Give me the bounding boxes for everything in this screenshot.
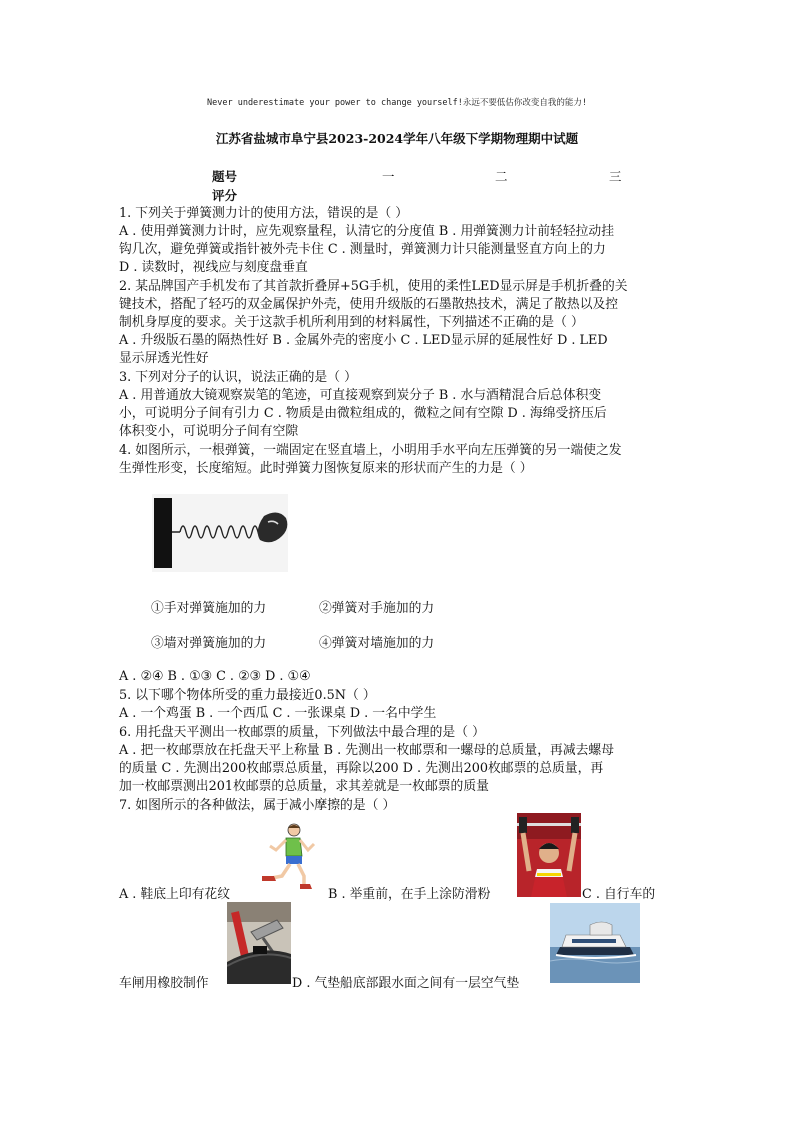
motto: Never underestimate your power to change yourself!永远不要低估你改变自我的能力!: [207, 98, 587, 108]
q2-stem: 2. 某品牌国产手机发布了其首款折叠屏+5G手机，使用的柔性LED显示屏是手机折叠的关: [119, 279, 628, 294]
score-col-1: 一: [382, 169, 395, 184]
q4-answers: A . ②④ B . ①③ C . ②③ D . ①④: [119, 669, 311, 684]
q6-line: A . 把一枚邮票放在托盘天平上称量 B . 先测出一枚邮票和一螺母的总质量，再减去螺母: [119, 743, 615, 758]
q7-option-b: B . 举重前，在手上涂防滑粉: [328, 887, 491, 902]
q2-line: 键技术，搭配了轻巧的双金属保护外壳，使用升级版的石墨散热技术，满足了散热以及控: [119, 297, 619, 312]
bicycle-brake-photo: [227, 902, 291, 984]
q7-option-a: A . 鞋底上印有花纹: [119, 887, 231, 902]
q2-line: 显示屏透光性好: [119, 351, 209, 366]
q1-line: 钩几次，避免弹簧或指针被外壳卡住 C . 测量时，弹簧测力计只能测量竖直方向上的力: [119, 242, 606, 257]
q4-item: ①手对弹簧施加的力: [151, 601, 267, 616]
q2-line: A . 升级版石墨的隔热性好 B . 金属外壳的密度小 C . LED显示屏的延展性好 D . LED: [119, 333, 608, 348]
q3-line: 小，可说明分子间有引力 C . 物质是由微粒组成的，微粒之间有空隙 D . 海绵受挤压后: [119, 406, 607, 421]
q7-option-c: C . 自行车的: [582, 887, 656, 902]
q6-stem: 6. 用托盘天平测出一枚邮票的质量，下列做法中最合理的是（ ）: [119, 725, 485, 740]
q4-item: ②弹簧对手施加的力: [319, 601, 435, 616]
score-row-label: 题号: [212, 169, 238, 184]
runner-icon: [258, 822, 320, 890]
q5-line: A . 一个鸡蛋 B . 一个西瓜 C . 一张课桌 D . 一名中学生: [119, 706, 437, 721]
score-row-grade: 评分: [212, 188, 238, 203]
q4-line: 生弹性形变，长度缩短。此时弹簧力图恢复原来的形状而产生的力是（ ）: [119, 461, 533, 476]
score-col-2: 二: [495, 169, 508, 184]
q2-line: 制机身厚度的要求。关于这款手机所利用到的材料属性，下列描述不正确的是（ ）: [119, 315, 584, 330]
q4-stem: 4. 如图所示，一根弹簧，一端固定在竖直墙上，小明用手水平向左压弹簧的另一端使之发: [119, 443, 622, 458]
hovercraft-photo: [550, 903, 640, 983]
q7-stem: 7. 如图所示的各种做法，属于减小摩擦的是（ ）: [119, 798, 396, 813]
q4-item: ④弹簧对墙施加的力: [319, 636, 435, 651]
q6-line: 加一枚邮票测出201枚邮票的总质量，求其差就是一枚邮票的质量: [119, 779, 489, 794]
q1-line: A . 使用弹簧测力计时，应先观察量程，认清它的分度值 B . 用弹簧测力计前轻轻拉动挂: [119, 224, 615, 239]
q7-option-d: D . 气垫船底部跟水面之间有一层空气垫: [292, 976, 520, 991]
q1-stem: 1. 下列关于弹簧测力计的使用方法，错误的是（ ）: [119, 206, 409, 221]
q3-stem: 3. 下列对分子的认识，说法正确的是（ ）: [119, 370, 357, 385]
q3-line: A . 用普通放大镜观察炭笔的笔迹，可直接观察到炭分子 B . 水与酒精混合后总体积变: [119, 388, 602, 403]
q6-line: 的质量 C . 先测出200枚邮票总质量，再除以200 D . 先测出200枚邮票的总质量，再: [119, 761, 604, 776]
weightlifter-photo: [517, 813, 581, 897]
page-title: 江苏省盐城市阜宁县2023-2024学年八年级下学期物理期中试题: [215, 131, 579, 146]
q1-line: D . 读数时，视线应与刻度盘垂直: [119, 260, 308, 275]
q7-option-c-cont: 车闸用橡胶制作: [119, 976, 209, 991]
q5-stem: 5. 以下哪个物体所受的重力最接近0.5N（ ）: [119, 688, 376, 703]
q3-line: 体积变小，可说明分子间有空隙: [119, 424, 299, 439]
q4-item: ③墙对弹簧施加的力: [151, 636, 267, 651]
score-col-3: 三: [609, 169, 622, 184]
spring-wall-hand-figure: [152, 494, 288, 572]
